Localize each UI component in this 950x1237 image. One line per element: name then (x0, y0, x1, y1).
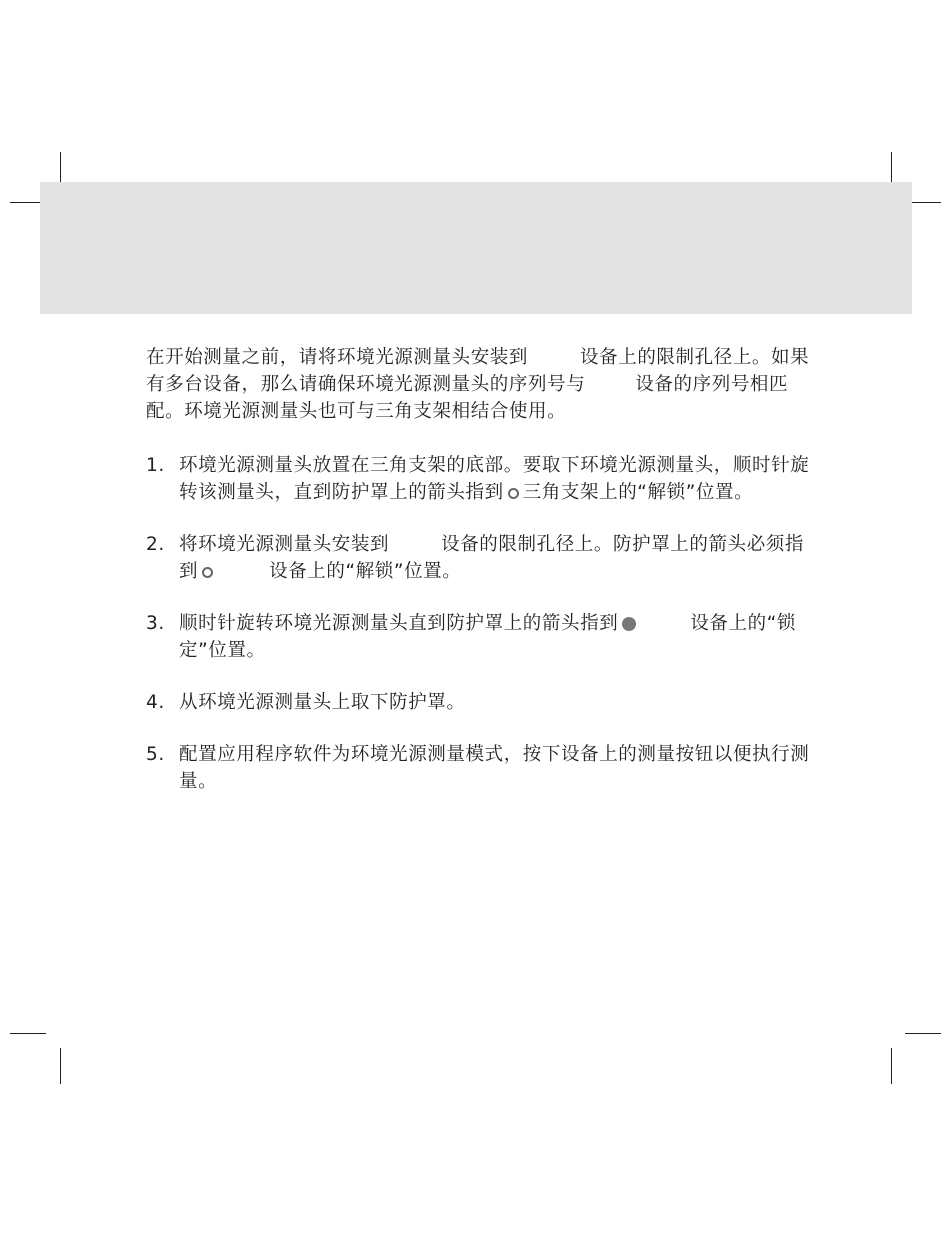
step-1 (146, 452, 814, 506)
lock-marker-icon (622, 617, 636, 631)
step-number: 4. (146, 692, 165, 713)
intro-text-2: 设备上的限制孔径上。如果有多台设备，那么请确保环境光源测量头的序列号与 (146, 347, 810, 395)
step-text: 环境光源测量头放置在三角支架的底部。要取下环境光源测量头，顺时针旋转该测量头，直到防护罩上的箭头指到 (179, 455, 810, 503)
unlock-marker-icon (202, 567, 213, 578)
steps-list (146, 452, 814, 795)
step-text: 三角支架上的“解锁”位置。 (522, 482, 754, 503)
step-text: 顺时针旋转环境光源测量头直到防护罩上的箭头指到 (179, 613, 619, 634)
intro-text-3: 设备的序列号相匹配。环境光源测量头也可与三角支架相结合使用。 (146, 374, 789, 422)
step-text: 将环境光源测量头安装到 (179, 534, 390, 555)
crop-mark-bottom-right-vertical (891, 1048, 892, 1084)
step-number: 1. (146, 455, 165, 476)
intro-paragraph (146, 344, 814, 425)
step-number: 3. (146, 613, 165, 634)
header-band (40, 182, 912, 314)
intro-text-1: 在开始测量之前，请将环境光源测量头安装到 (146, 347, 529, 368)
step-text: 设备上的“解锁”位置。 (269, 561, 462, 582)
step-text: 设备的限制孔径上。防护罩上的箭头必须指到 (179, 534, 805, 582)
step-3 (146, 610, 814, 664)
step-2 (146, 531, 814, 585)
step-text: 从环境光源测量头上取下防护罩。 (179, 692, 466, 713)
step-text: 设备上的“锁定”位置。 (179, 613, 796, 661)
step-text: 配置应用程序软件为环境光源测量模式，按下设备上的测量按钮以便执行测量。 (179, 744, 810, 792)
crop-mark-bottom-left-vertical (60, 1048, 61, 1084)
step-4 (146, 689, 814, 716)
crop-mark-bottom-right-horizontal (905, 1033, 941, 1034)
crop-mark-bottom-left-horizontal (10, 1033, 46, 1034)
step-5 (146, 741, 814, 795)
unlock-marker-icon (508, 488, 519, 499)
step-number: 2. (146, 534, 165, 555)
instructions-content (146, 344, 814, 820)
step-number: 5. (146, 744, 165, 765)
